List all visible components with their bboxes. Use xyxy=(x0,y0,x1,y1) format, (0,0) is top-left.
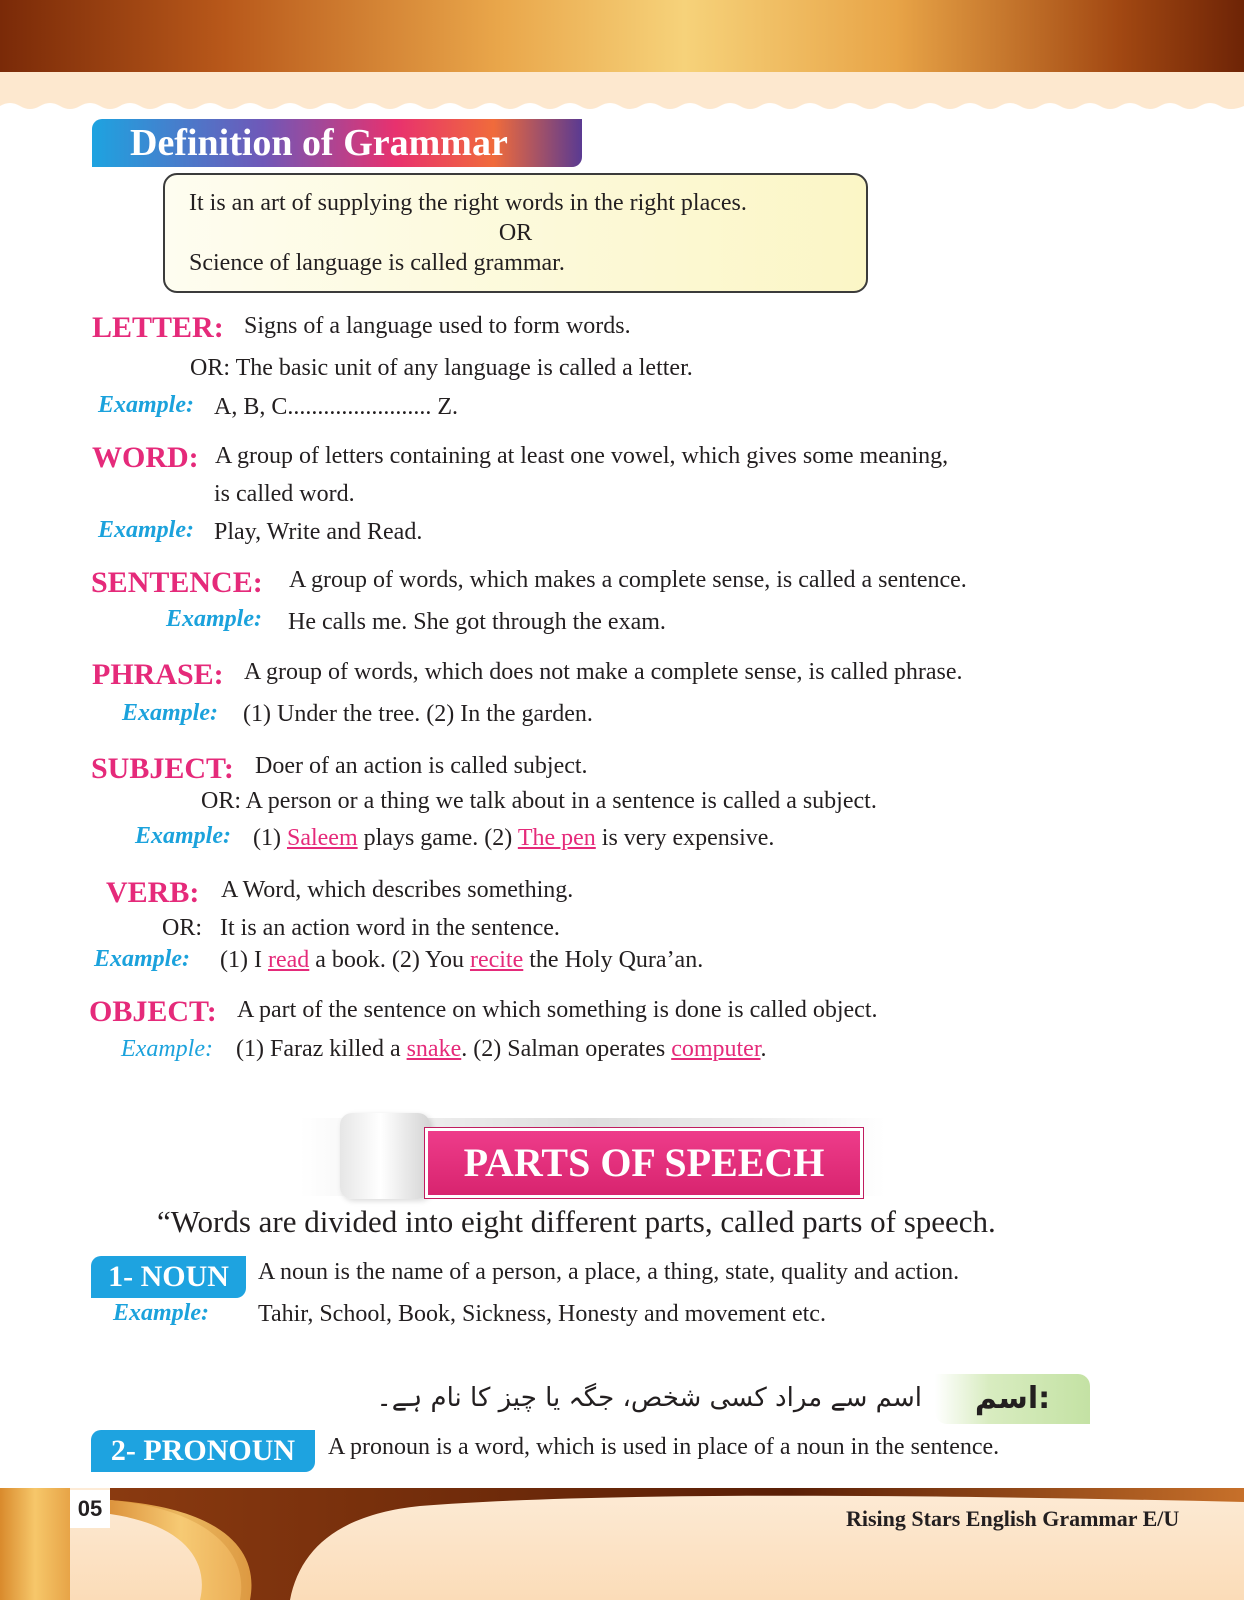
letter-definition: Signs of a language used to form words. xyxy=(244,313,631,339)
parts-of-speech-title: PARTS OF SPEECH xyxy=(425,1128,863,1198)
word-term: WORD: xyxy=(92,441,199,474)
word-example-label: Example: xyxy=(98,517,194,543)
verb-example-highlight: recite xyxy=(469,947,524,973)
object-definition: A part of the sentence on which something is done is called object. xyxy=(237,997,878,1023)
verb-or-text: It is an action word in the sentence. xyxy=(220,915,560,941)
subject-example-part: is very expensive. xyxy=(601,825,775,851)
definition-or: OR xyxy=(498,220,533,246)
letter-example: A, B, C........................ Z. xyxy=(214,394,459,420)
verb-or-label: OR: xyxy=(162,915,203,941)
letter-example-label: Example: xyxy=(98,392,194,418)
subject-example-highlight: Saleem xyxy=(286,825,358,851)
object-example-part: . xyxy=(760,1036,767,1062)
word-example: Play, Write and Read. xyxy=(214,519,423,545)
object-example-part: (1) Faraz killed a xyxy=(236,1036,401,1062)
phrase-example: (1) Under the tree. (2) In the garden. xyxy=(243,701,593,727)
verb-example xyxy=(220,947,703,974)
subject-or-line: OR: A person or a thing we talk about in a sentence is called a subject. xyxy=(201,788,877,814)
noun-example-label: Example: xyxy=(113,1300,209,1326)
verb-example-highlight: read xyxy=(267,947,310,973)
object-example-highlight: computer xyxy=(671,1036,761,1062)
verb-term: VERB: xyxy=(106,876,200,909)
object-term: OBJECT: xyxy=(89,995,217,1028)
pronoun-badge: 2- PRONOUN xyxy=(91,1430,315,1472)
urdu-noun-definition: اسم سے مراد کسی شخص، جگہ یا چیز کا نام ہے۔ xyxy=(376,1383,922,1413)
book-title: Rising Stars English Grammar E/U xyxy=(846,1506,1180,1531)
noun-definition: A noun is the name of a person, a place, a thing, state, quality and action. xyxy=(258,1259,960,1285)
phrase-example-label: Example: xyxy=(122,700,218,726)
subject-example-part: (1) xyxy=(253,825,281,851)
noun-example: Tahir, School, Book, Sickness, Honesty and movement etc. xyxy=(258,1301,826,1327)
pronoun-definition: A pronoun is a word, which is used in place of a noun in the sentence. xyxy=(328,1434,1000,1460)
sentence-term: SENTENCE: xyxy=(91,566,263,599)
word-definition-1: A group of letters containing at least one vowel, which gives some meaning, xyxy=(215,443,949,469)
sentence-definition: A group of words, which makes a complete sense, is called a sentence. xyxy=(289,567,967,593)
page-number: 05 xyxy=(70,1490,110,1528)
word-definition-2: is called word. xyxy=(214,481,355,507)
footer-swoosh xyxy=(0,1488,1244,1600)
verb-example-part: (1) I xyxy=(220,947,262,973)
verb-definition: A Word, which describes something. xyxy=(221,877,574,903)
sentence-example-label: Example: xyxy=(166,606,262,632)
subject-definition: Doer of an action is called subject. xyxy=(255,753,588,779)
header-band xyxy=(0,0,1244,72)
verb-example-part: a book. (2) You xyxy=(315,947,464,973)
urdu-noun-badge: اسم: xyxy=(935,1374,1090,1424)
torn-paper-edge xyxy=(0,96,1244,118)
letter-term: LETTER: xyxy=(92,311,224,344)
subject-example-part: (2) xyxy=(484,825,513,851)
sentence-example: He calls me. She got through the exam. xyxy=(288,609,666,635)
subject-example-part: plays game. xyxy=(363,825,479,851)
subject-example xyxy=(253,825,774,852)
phrase-definition: A group of words, which does not make a complete sense, is called phrase. xyxy=(244,659,963,685)
definition-box xyxy=(163,173,868,293)
subject-term: SUBJECT: xyxy=(91,752,234,785)
phrase-term: PHRASE: xyxy=(92,658,224,691)
object-example-highlight: snake xyxy=(406,1036,462,1062)
object-example-part: . (2) Salman operates xyxy=(461,1036,666,1062)
object-example-label: Example: xyxy=(121,1036,213,1062)
definition-line-2: Science of language is called grammar. xyxy=(189,250,565,276)
verb-example-part: the Holy Qura’an. xyxy=(529,947,704,973)
subject-example-label: Example: xyxy=(135,823,231,849)
definition-title: Definition of Grammar xyxy=(92,119,582,167)
letter-or-line: OR: The basic unit of any language is called a letter. xyxy=(190,355,693,381)
noun-badge: 1- NOUN xyxy=(91,1256,246,1298)
definition-line-1: It is an art of supplying the right words in the right places. xyxy=(189,190,747,216)
subject-example-highlight: The pen xyxy=(517,825,596,851)
parts-of-speech-intro: “Words are divided into eight different parts, called parts of speech. xyxy=(157,1204,996,1239)
scroll-roll-graphic xyxy=(340,1113,430,1199)
verb-example-label: Example: xyxy=(94,946,190,972)
object-example xyxy=(236,1036,767,1063)
